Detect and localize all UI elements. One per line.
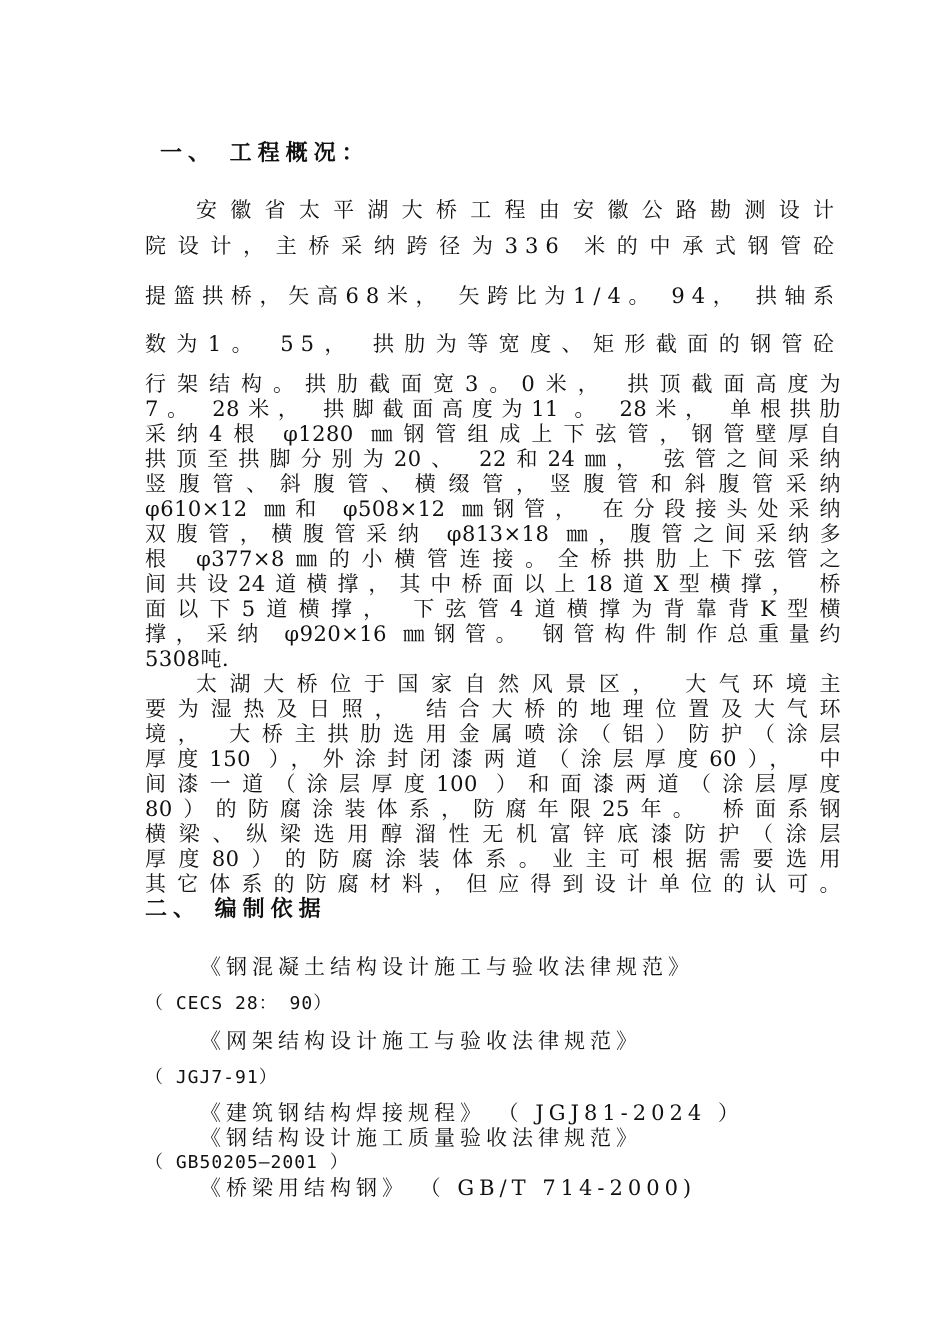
paragraph-1-line-2: 院设计，主桥采纳跨径为336 米的中承式钢管砼 xyxy=(145,234,841,258)
paragraph-2-line-6: 80）的防腐涂装体系，防腐年限25年。 桥面系钢 xyxy=(145,797,841,821)
reference-4: 《钢结构设计施工质量验收法律规范》 xyxy=(200,1126,642,1150)
paragraph-1-dense-line-12: 5308吨． xyxy=(145,647,244,671)
paragraph-2-line-9: 其它体系的防腐材料，但应得到设计单位的认可。 xyxy=(145,872,841,896)
paragraph-1-dense-line-3: 采纳4根 φ1280 ㎜钢管组成上下弦管，钢管壁厚自 xyxy=(145,422,841,446)
paragraph-1-dense-line-6: φ610×12 ㎜和 φ508×12 ㎜钢管， 在分段接头处采纳 xyxy=(145,497,841,521)
reference-4-code: （ GB50205—2001 ） xyxy=(145,1152,349,1173)
paragraph-2-line-5: 间漆一道（涂层厚度100 ）和面漆两道（涂层厚度 xyxy=(145,772,841,796)
paragraph-1-line-1: 安徽省太平湖大桥工程由安徽公路勘测设计 xyxy=(196,198,841,222)
paragraph-2-line-8: 厚度80）的防腐涂装体系。业主可根据需要选用 xyxy=(145,847,841,871)
paragraph-2-line-2: 要为湿热及日照， 结合大桥的地理位置及大气环 xyxy=(145,697,841,721)
paragraph-1-dense-line-10: 面以下5道横撑， 下弦管4道横撑为背靠背K型横 xyxy=(145,597,841,621)
section-1-heading: 一、 工程概况： xyxy=(160,140,370,166)
paragraph-1-dense-line-4: 拱顶至拱脚分别为20、 22和24㎜， 弦管之间采纳 xyxy=(145,447,841,471)
paragraph-1-line-3: 提篮拱桥，矢高68米， 矢跨比为1/4。 94， 拱轴系 xyxy=(145,284,841,308)
paragraph-1-line-4: 数为1。 55， 拱肋为等宽度、矩形截面的钢管砼 xyxy=(145,332,841,356)
paragraph-2-line-3: 境， 大桥主拱肋选用金属喷涂（铝）防护（涂层 xyxy=(145,722,841,746)
paragraph-1-dense-line-8: 根 φ377×8㎜的小横管连接。全桥拱肋上下弦管之 xyxy=(145,547,841,571)
section-2-heading: 二、 编制依据 xyxy=(145,896,327,922)
paragraph-1-dense-line-2: 7。 28米， 拱脚截面高度为11 。 28米， 单根拱肋 xyxy=(145,397,841,421)
paragraph-1-dense-line-7: 双腹管，横腹管采纳 φ813×18 ㎜，腹管之间采纳多 xyxy=(145,522,841,546)
paragraph-2-line-4: 厚度150 ），外涂封闭漆两道（涂层厚度60）， 中 xyxy=(145,747,841,771)
reference-2-code: （ JGJ7-91） xyxy=(145,1067,278,1088)
paragraph-1-dense-line-5: 竖腹管、斜腹管、横缀管，竖腹管和斜腹管采纳 xyxy=(145,472,841,496)
paragraph-1-dense-line-1: 行架结构。拱肋截面宽3。0米， 拱顶截面高度为 xyxy=(145,372,841,396)
paragraph-1-dense-line-11: 撑，采纳 φ920×16 ㎜钢管。 钢管构件制作总重量约 xyxy=(145,622,841,646)
reference-1: 《钢混凝土结构设计施工与验收法律规范》 xyxy=(200,955,694,979)
paragraph-2-line-7: 横梁、纵梁选用醇溜性无机富锌底漆防护（涂层 xyxy=(145,822,841,846)
paragraph-1-dense-line-9: 间共设24道横撑，其中桥面以上18道X型横撑， 桥 xyxy=(145,572,841,596)
reference-3: 《建筑钢结构焊接规程》 （ JGJ81-2024 ） xyxy=(200,1101,744,1125)
reference-2: 《网架结构设计施工与验收法律规范》 xyxy=(200,1029,642,1053)
reference-1-code: （ CECS 28： 90） xyxy=(145,993,333,1014)
reference-5: 《桥梁用结构钢》 （ GB/T 714-2000) xyxy=(200,1176,697,1200)
paragraph-2-line-1: 太湖大桥位于国家自然风景区， 大气环境主 xyxy=(196,672,841,696)
